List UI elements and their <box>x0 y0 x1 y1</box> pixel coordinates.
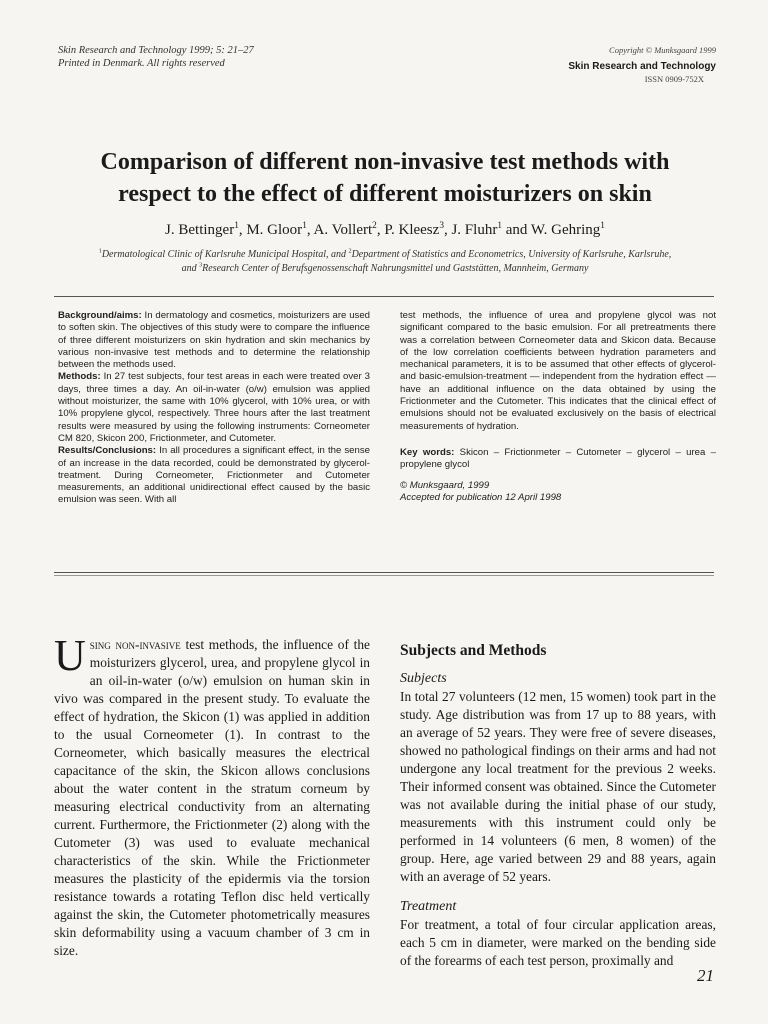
paper-title <box>40 146 730 210</box>
abstract-column-2 <box>400 310 716 504</box>
author: J. Bettinger$^1$ <box>165 221 239 238</box>
author-list: J. Bettinger$^1$, M. Gloor$^1$, A. Vollert$^2$, P. Kleesz$^3$, J. Fluhr$^1$ and W. Gehring$^1$ <box>165 221 605 238</box>
citation-line: Skin Research and Technology 1999; 5: 21–27 <box>58 45 254 56</box>
affiliation-line-1: $^1$Dermatological Clinic of Karlsruhe Municipal Hospital, and $^2$Department of Statistics and Econometrics, University of Karlsruhe, Karlsruhe, <box>98 247 672 260</box>
section-heading: Subjects and Methods <box>400 642 547 659</box>
abstract-results: Results/Conclusions: In all procedures a significant effect, in the sense of an increase in the data recorded, could be demonstrated by glycerol-treatment. During Corneometer, Frictionmeter and Cutometer measurements, an additional unidirectional effect caused by the basic emulsion was seen. With all <box>58 445 370 506</box>
methods-section <box>400 642 716 970</box>
abstract-bottom-rule-2 <box>54 575 714 576</box>
keywords: Key words: Skicon – Frictionmeter – Cutometer – glycerol – urea – propylene glycol <box>400 446 716 471</box>
introduction <box>54 631 370 960</box>
journal-name: Skin Research and Technology <box>568 61 716 72</box>
subsection-heading-subjects: Subjects <box>400 671 447 686</box>
subsection-heading-treatment: Treatment <box>400 899 457 914</box>
affiliation-line-2: and $^3$Research Center of Berufsgenossenschaft Nahrungsmittel und Gaststätten, Mannheim, Germany <box>181 261 589 274</box>
abstract-continued: test methods, the influence of urea and propylene glycol was not significant compared to the basic emulsion. For all pretreatments there was a correlation between Corneometer data and Skicon data. Because of the low correlation coefficients between hydration parameters and mechanical parameters, it is to be assumed that other effects of glycerol- and basic-emulsion-treatment — independent from the hydration effect — have an additional influence on the data obtained by using the Frictionmeter and the Cutometer. This indicates that the clinical effect of emulsions should not be evaluated exclusively on the basis of electrical measurements of hydration. <box>400 310 716 432</box>
author: W. Gehring$^1$ <box>530 221 605 238</box>
page-number: 21 <box>697 966 714 985</box>
issn: ISSN 0909-752X <box>644 74 704 84</box>
author: J. Fluhr$^1$ <box>451 221 502 238</box>
intro-paragraph: Using non-invasive test methods, the influence of the moisturizers glycerol, urea, and propylene glycol in an oil-in-water (o/w) emulsion on human skin in vivo was compared in the present study. To evaluate the effect of hydration, the Skicon (1) was applied in addition to the usual Corneometer (1). In contrast to the Corneometer, which basically measures the electrical capacitance of the skin, the Skicon allows conclusions about the water content in the stratum corneum by measuring electrical conductivity from an alternating current. Furthermore, the Frictionmeter (2) along with the Cutometer (3) was used to evaluate mechanical characteristics of the skin. While the Frictionmeter measures the plasticity of the epidermis via the torsion resistance towards a rotating Teflon disc held vertically against the skin, the Cutometer photometrically measures skin deformability using a vacuum chamber of 3 cm in size. <box>54 631 370 958</box>
abstract-background: Background/aims: In dermatology and cosmetics, moisturizers are used to soften skin. The objectives of this study were to compare the influence of three different moisturizers on skin hydration and skin mechanics by various non-invasive test methods and to determine the relationship between the methods used. <box>58 310 370 371</box>
running-header-citation <box>58 44 254 70</box>
abstract-methods: Methods: In 27 test subjects, four test areas in each were treated over 3 days, three times a day. An oil-in-water (o/w) emulsion was applied without moisturizer, the same with 10% glycerol, with 10% urea, or with 10% propylene glycol, respectively. Three hours after the last treatment results were measured by using the following instruments: Corneometer CM 820, Skicon 200, Frictionmeter, and Cutometer. <box>58 371 370 444</box>
affiliations <box>60 248 710 276</box>
treatment-paragraph: For treatment, a total of four circular application areas, each 5 cm in diameter, were marked on the bending side of the forearms of each test person, proximally and <box>400 917 716 968</box>
author: M. Gloor$^1$ <box>246 221 307 238</box>
header-copyright: Copyright © Munksgaard 1999 <box>609 45 716 55</box>
accepted-date: Accepted for publication 12 April 1998 <box>400 491 562 503</box>
abstract-top-rule <box>54 296 714 297</box>
abstract-copyright: © Munksgaard, 1999 <box>400 479 490 491</box>
author: A. Vollert$^2$ <box>313 221 377 238</box>
author: P. Kleesz$^3$ <box>384 221 444 238</box>
abstract-bottom-rule <box>54 572 714 573</box>
drop-cap: U <box>54 631 86 680</box>
title-line-2: respect to the effect of different moisturizers on skin <box>118 181 652 207</box>
abstract-column-1 <box>58 310 370 507</box>
printed-line: Printed in Denmark. All rights reserved <box>58 58 225 69</box>
running-header-journal <box>568 44 716 86</box>
title-line-1: Comparison of different non-invasive test methods with <box>100 149 670 175</box>
subjects-paragraph: In total 27 volunteers (12 men, 15 women) took part in the study. Age distribution was from 17 up to 88 years, with an average of 52 years. They were free of severe diseases, showed no pathological findings on their arms and had not undergone any local treatment for the previous 2 weeks. Their informed consent was obtained. Since the Cutometer was not available during the initial phase of our study, measurements with this instrument could only be performed in 14 volunteers (6 men, 8 women) of the group. Here, age varied between 29 and 88 years, again with an average of 52 years. <box>400 689 716 884</box>
